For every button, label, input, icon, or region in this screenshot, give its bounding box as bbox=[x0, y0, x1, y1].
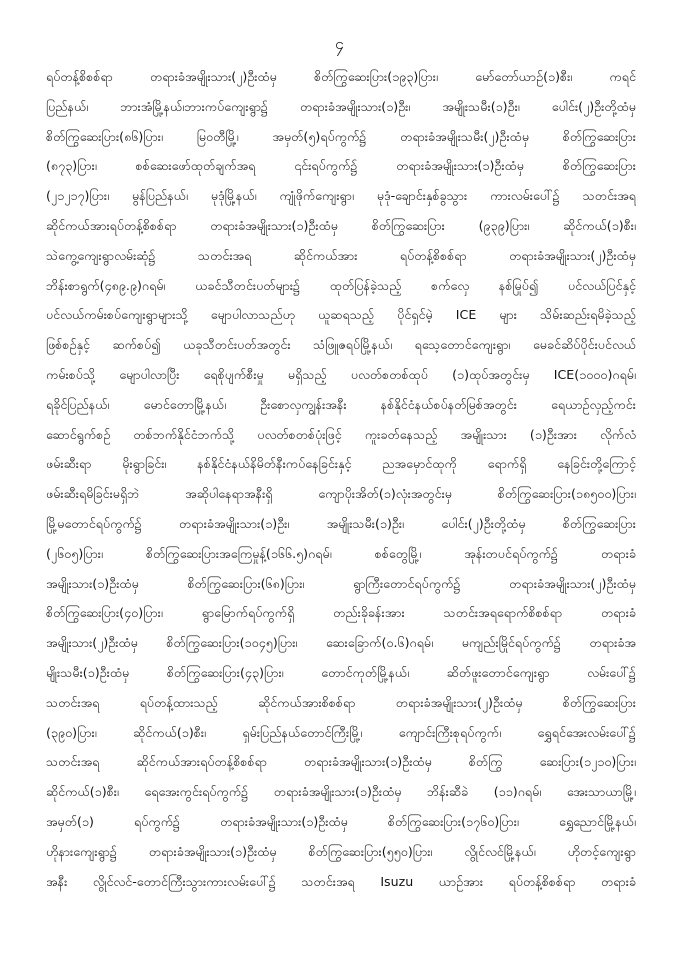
text-line: ကမ်းစပ်သို့ မျောပါလာပြီး ရေစိုပျက်စီးမှု မရှိသည့် ပလတ်စတစ်ထုပ် (၁)ထုပ်အတွင်းမှ ICE(၁၀၀၀)ဂရမ်၊ bbox=[46, 366, 636, 382]
text-line: အမှတ်(၁) ရပ်ကွက်၌ တရားခံအမျိုးသား(၁)ဦးထံမှ စိတ်ကြွဆေးပြား(၁၇၆၀)ပြား၊ ရွှေညောင်မြို့နယ်၊ bbox=[46, 813, 636, 829]
text-line: သဲကွေ့ကျေးရွာလမ်းဆုံ၌ သတင်းအရ ဆိုင်ကယ်အား ရပ်တန့်စိစစ်ရာ တရားခံအမျိုးသား(၂)ဦးထံမှ bbox=[46, 247, 636, 263]
body-paragraph bbox=[46, 62, 636, 896]
text-line: သတင်းအရ ဆိုင်ကယ်အားရပ်တန့်စိစစ်ရာ တရားခံအမျိုးသား(၁)ဦးထံမှ စိတ်ကြွ ဆေးပြား(၁၂၁၀)ပြား၊ bbox=[46, 754, 636, 770]
text-line: အနီး လွိုင်လင်-တောင်ကြီးသွားကားလမ်းပေါ်၌ သတင်းအရ Isuzu ယာဉ်အား ရပ်တန့်စိစစ်ရာ တရားခံ bbox=[46, 873, 636, 889]
text-line: (၃၉၀)ပြား၊ ဆိုင်ကယ်(၁)စီး၊ ရှမ်းပြည်နယ်တောင်ကြီးမြို့၊ ကျောင်းကြီးစုရပ်ကွက်၊ ရွှေရင်အေးလမ်းပေါ်၌ bbox=[46, 724, 636, 740]
text-line: ဖမ်းဆီးရာ မိုးရွာခြင်း၊ နစ်နိုင်ငံနယ်နိမိတ်နီးကပ်နေခြင်းနှင့် ညအမှောင်ထုကို ရောက်ရှိ နေခြင်းတို့ကြောင့် bbox=[46, 456, 636, 472]
text-line: စိတ်ကြွဆေးပြား(၈၆)ပြား၊ မြဝတီမြို့၊ အမှတ်(၅)ရပ်ကွက်၌ တရားခံအမျိုးသမီး(၂)ဦးထံမှ စိတ်ကြွဆေးပြား bbox=[46, 128, 636, 144]
text-line: မျိုးသမီး(၁)ဦးထံမှ စိတ်ကြွဆေးပြား(၄၃)ပြား၊ တောင်ကုတ်မြို့နယ်၊ ဆိတ်ဖူးတောင်ကျေးရွာ လမ်းပေါ်၌ bbox=[46, 664, 636, 680]
text-line: သတင်းအရ ရပ်တန့်ထားသည့် ဆိုင်ကယ်အားစိစစ်ရာ တရားခံအမျိုးသား(၂)ဦးထံမှ စိတ်ကြွဆေးပြား bbox=[46, 694, 636, 710]
text-line: အမျိုးသား(၁)ဦးထံမှ စိတ်ကြွဆေးပြား(၆၈)ပြား၊ ရွာကြီးတောင်ရပ်ကွက်၌ တရားခံအမျိုးသား(၂)ဦးထံမှ bbox=[46, 575, 636, 591]
text-line: (၂၁၂၁၇)ပြား၊ မွန်ပြည်နယ်၊ မုဒုံမြို့နယ်၊ ကျုံဖိုက်ကျေးရွာ၊ မုဒုံ-ချောင်းနှစ်ခွသွား ကားလမ်းပေါ်၌ သတင်းအရ bbox=[46, 188, 636, 204]
text-line: ရပ်တန့်စိစစ်ရာ တရားခံအမျိုးသား(၂)ဦးထံမှ စိတ်ကြွဆေးပြား(၁၉၃)ပြား၊ မော်တော်ယာဉ်(၁)စီး၊ ကရင် bbox=[46, 69, 636, 84]
text-line: ဖြစ်စဉ်နှင့် ဆက်စပ်၍ ယခုသီတင်းပတ်အတွင်း သံဖြူဇရပ်မြို့နယ်၊ ရသေ့တောင်ကျေးရွာ၊ မေခင်ဆိပ်ပိုင်းပင်လယ် bbox=[46, 337, 636, 353]
text-line: မြို့မတောင်ရပ်ကွက်၌ တရားခံအမျိုးသား(၁)ဦး၊ အမျိုးသမီး(၁)ဦး၊ ပေါင်း(၂)ဦးတို့ထံမှ စိတ်ကြွဆေးပြား bbox=[46, 515, 636, 531]
text-line: ဘိန်းစာရွက်(၄၈၉.၉)ဂရမ်၊ ယခင်သီတင်းပတ်များ၌ ထုတ်ပြန်ခဲ့သည့် စက်လှေ နစ်မြုပ်၍ ပင်လယ်ပြင်နှင့် bbox=[46, 277, 636, 293]
text-line: ဖမ်းဆီးရမိခြင်းမရှိဘဲ အဆိုပါနေရာအနီးရှိ ကျောပိုးအိတ်(၁)လုံးအတွင်းမှ စိတ်ကြွဆေးပြား(၁၈၅၀၀)ပြား၊ bbox=[46, 486, 636, 502]
page-number: ၄ bbox=[335, 34, 344, 53]
text-line: (၂၆၀၅)ပြား၊ စိတ်ကြွဆေးပြားအကြေမှုန့်(၁၆၆.၅)ဂရမ်၊ စစ်တွေမြို့၊ အုန်းတပင်ရပ်ကွက်၌ တရားခံ bbox=[46, 545, 636, 561]
text-line: အမျိုးသား(၂)ဦးထံမှ စိတ်ကြွဆေးပြား(၁၀၄၅)ပြား၊ ဆေးခြောက်(၀.၆)ဂရမ်၊ မကျည်းမြိုင်ရပ်ကွက်၌ တရားခံအ bbox=[46, 635, 636, 651]
text-line: ပြည်နယ်၊ ဘားအံမြို့နယ်၊ဘားကပ်ကျေးရွာ၌ တရားခံအမျိုးသား(၁)ဦး၊ အမျိုးသမီး(၁)ဦး၊ ပေါင်း(၂)ဦးတို့ထံမှ bbox=[46, 98, 636, 114]
text-line: ဆိုင်ကယ်အားရပ်တန့်စိစစ်ရာ တရားခံအမျိုးသား(၁)ဦးထံမှ စိတ်ကြွဆေးပြား (၉၃၉)ပြား၊ ဆိုင်ကယ်(၁)စီး၊ bbox=[46, 217, 636, 233]
text-line: ပင်လယ်ကမ်းစပ်ကျေးရွာများသို့ မျောပါလာသည်ဟု ယူဆရသည့် ပိုင်ရှင်မဲ့ ICE များ သိမ်းဆည်းရမိခဲ့သည့် bbox=[46, 307, 636, 323]
text-line: (၈၇၃)ပြား၊ စစ်ဆေးဖော်ထုတ်ချက်အရ ၎င်းရပ်ကွက်၌ တရားခံအမျိုးသား(၁)ဦးထံမှ စိတ်ကြွဆေးပြား bbox=[46, 158, 636, 174]
text-line: ရခိုင်ပြည်နယ်၊ မောင်တောမြို့နယ်၊ ဦးစောလှကျွန်းအနီး နစ်နိုင်ငံနယ်စပ်နတ်မြစ်အတွင်း ရေယာဉ်လှည့်ကင်း bbox=[46, 396, 636, 412]
text-line: ဆိုင်ကယ်(၁)စီး၊ ရေအေးကွင်းရပ်ကွက်၌ တရားခံအမျိုးသား(၁)ဦးထံမှ ဘိန်းဆီခဲ (၁၁)ဂရမ်၊ အေးသာယာမြို့၊ bbox=[46, 784, 636, 800]
text-line: စိတ်ကြွဆေးပြား(၄၀)ပြား၊ ရွာမြောက်ရပ်ကွက်ရှိ တည်းခိုခန်းအား သတင်းအရရောက်စိစစ်ရာ တရားခံ bbox=[46, 605, 636, 621]
text-line: ဟိုနားကျေးရွာ၌ တရားခံအမျိုးသား(၁)ဦးထံမှ စိတ်ကြွဆေးပြား(၅၅၀)ပြား၊ လွိုင်လင်မြို့နယ်၊ ဟိုတင့်ကျေးရွာ bbox=[46, 843, 636, 859]
text-line: ဆောင်ရွက်စဉ် တစ်ဘက်နိုင်ငံဘက်သို့ ပလတ်စတစ်ပုံးဖြင့် ကူးခတ်နေသည့် အမျိုးသား (၁)ဦးအား လိုက်လံ bbox=[46, 426, 636, 442]
